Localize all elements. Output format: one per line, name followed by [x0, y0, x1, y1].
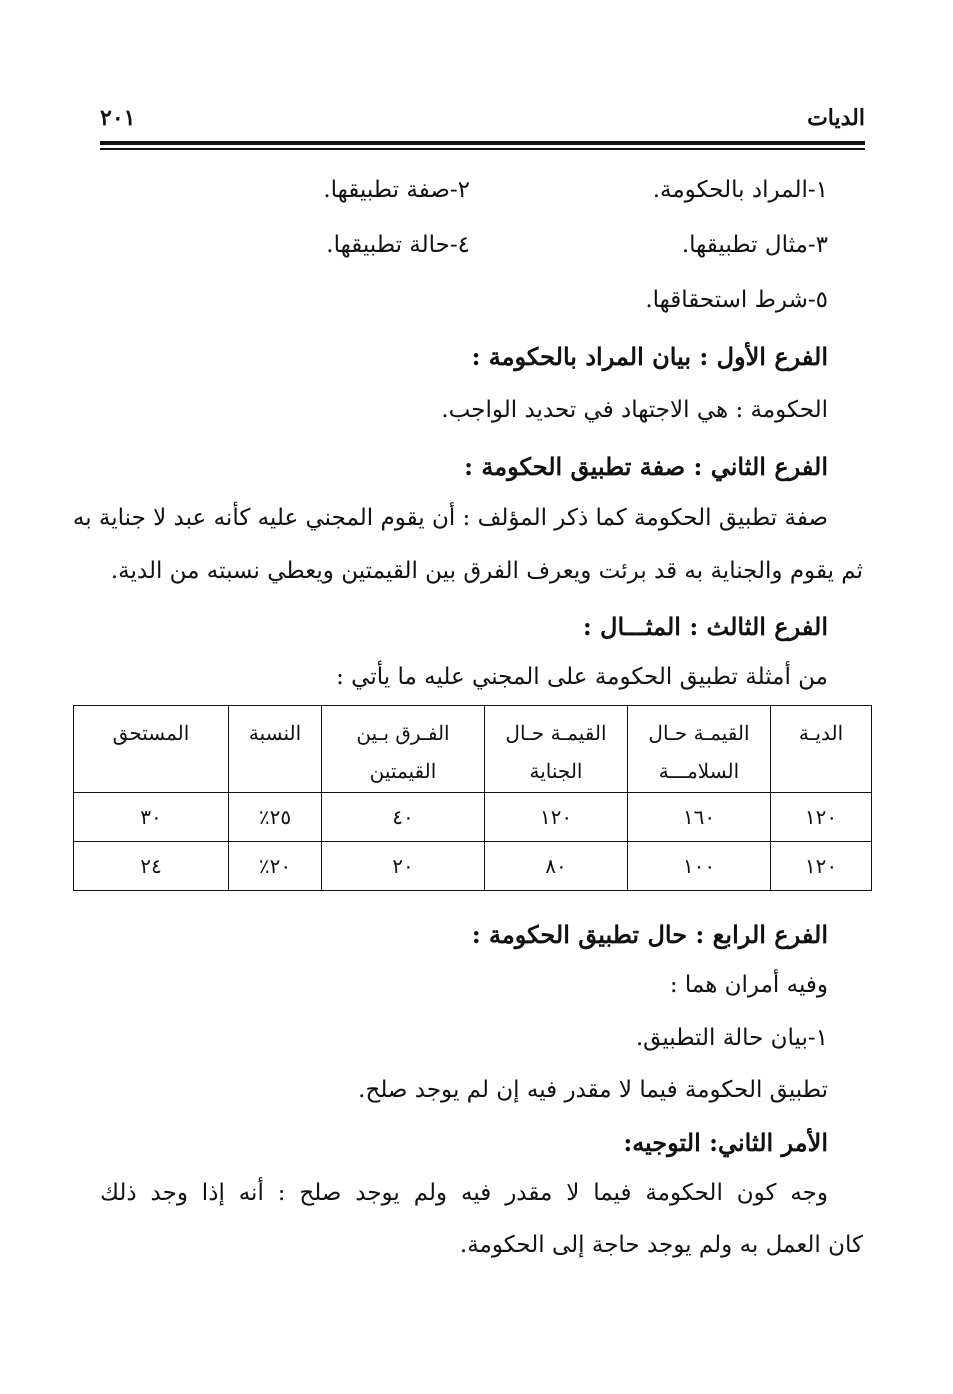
running-header-title: الديات [807, 105, 865, 131]
page-number: ٢٠١ [100, 105, 136, 131]
section4-item2-line1: وجه كون الحكومة فيما لا مقدر فيه ولم يوجد صلح : أنه إذا وجد ذلك [100, 1180, 828, 1206]
table-cell: ١٢٠ [771, 842, 872, 891]
outline-item-5: ٥-شرط استحقاقها. [645, 287, 828, 313]
table-row [74, 842, 872, 891]
table-cell: ٢٥٪ [229, 793, 322, 842]
header-cell-difference: الفـرق بـين القيمتين [322, 706, 485, 793]
header-cell-due: المستحق [74, 706, 229, 793]
section4-intro: وفيه أمران هما : [669, 972, 828, 998]
table-cell: ٢٤ [74, 842, 229, 891]
outline-item-2: ٢-صفة تطبيقها. [323, 177, 470, 203]
section4-item2-line2: كان العمل به ولم يوجد حاجة إلى الحكومة. [459, 1232, 863, 1258]
header-rule-thin [100, 148, 865, 150]
table-row [74, 793, 872, 842]
section4-item1: ١-بيان حالة التطبيق. [635, 1025, 828, 1051]
section2-line1: صفة تطبيق الحكومة كما ذكر المؤلف : أن يقوم المجني عليه كأنه عبد لا جناية به [72, 505, 828, 531]
outline-item-4: ٤-حالة تطبيقها. [326, 232, 470, 258]
table-header-row [74, 706, 872, 793]
section3-intro: من أمثلة تطبيق الحكومة على المجني عليه ما يأتي : [336, 664, 828, 690]
table-cell: ٢٠٪ [229, 842, 322, 891]
section2-line2: ثم يقوم والجناية به قد برئت ويعرف الفرق بين القيمتين ويعطي نسبته من الدية. [110, 558, 863, 584]
table-cell: ٣٠ [74, 793, 229, 842]
section4-item2-heading: الأمر الثاني: التوجيه: [623, 1128, 828, 1157]
section1-heading: الفرع الأول : بيان المراد بالحكومة : [471, 342, 828, 371]
section1-text: الحكومة : هي الاجتهاد في تحديد الواجب. [441, 397, 828, 423]
table-cell: ١٠٠ [628, 842, 771, 891]
outline-item-1: ١-المراد بالحكومة. [652, 177, 828, 203]
table-cell: ٤٠ [322, 793, 485, 842]
section2-heading: الفرع الثاني : صفة تطبيق الحكومة : [464, 452, 828, 481]
table-cell: ١٢٠ [485, 793, 628, 842]
table-cell: ١٢٠ [771, 793, 872, 842]
header-cell-value-healthy: القيمـة حـال السلامـــة [628, 706, 771, 793]
section4-item1-text: تطبيق الحكومة فيما لا مقدر فيه إن لم يوجد صلح. [358, 1077, 828, 1103]
section4-heading: الفرع الرابع : حال تطبيق الحكومة : [471, 920, 828, 949]
table-cell: ٢٠ [322, 842, 485, 891]
section3-heading: الفرع الثالث : المثـــال : [582, 612, 828, 641]
outline-item-3: ٣-مثال تطبيقها. [681, 232, 828, 258]
example-table [73, 705, 872, 891]
header-cell-value-injured: القيمـة حـال الجناية [485, 706, 628, 793]
header-cell-ratio: النسبة [229, 706, 322, 793]
table-cell: ١٦٠ [628, 793, 771, 842]
header-cell-dia: الديـة [771, 706, 872, 793]
table-cell: ٨٠ [485, 842, 628, 891]
header-rule-thick [100, 141, 865, 145]
